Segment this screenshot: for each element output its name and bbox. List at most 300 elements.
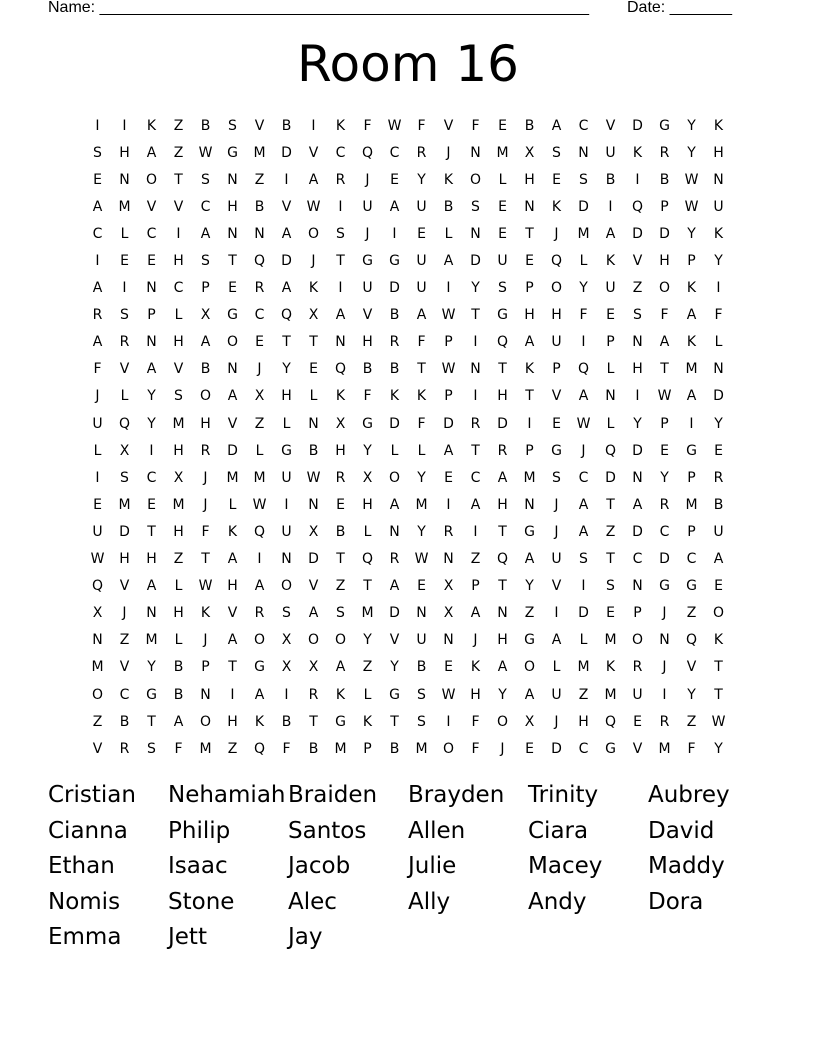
grid-letter[interactable]: N [497,605,508,622]
grid-letter[interactable]: B [389,307,400,324]
grid-letter[interactable]: T [282,334,291,351]
grid-letter[interactable]: U [416,632,427,649]
grid-letter[interactable]: A [551,117,562,134]
grid-letter[interactable]: U [551,334,562,351]
grid-letter[interactable]: B [416,659,427,676]
grid-letter[interactable]: I [122,280,127,297]
grid-letter[interactable]: Z [524,605,535,622]
grid-letter[interactable]: J [473,632,478,649]
grid-letter[interactable]: D [470,253,481,270]
grid-letter[interactable]: G [227,144,238,161]
grid-letter[interactable]: L [606,361,615,378]
grid-letter[interactable]: Y [282,361,291,378]
grid-letter[interactable]: H [281,388,292,405]
grid-letter[interactable]: N [389,523,400,540]
grid-letter[interactable]: R [659,144,670,161]
grid-letter[interactable]: F [282,740,291,757]
grid-letter[interactable]: A [605,225,616,242]
grid-letter[interactable]: G [659,578,670,595]
grid-letter[interactable]: Q [334,361,347,378]
grid-letter[interactable]: V [146,198,157,215]
grid-letter[interactable]: T [417,361,426,378]
grid-letter[interactable]: K [254,713,265,730]
grid-letter[interactable]: T [147,713,156,730]
grid-letter[interactable]: C [659,523,670,540]
grid-letter[interactable]: A [497,469,508,486]
grid-letter[interactable]: T [471,442,480,459]
grid-letter[interactable]: B [335,523,346,540]
grid-letter[interactable]: F [363,117,372,134]
grid-letter[interactable]: O [712,605,725,622]
grid-letter[interactable]: G [389,253,400,270]
grid-letter[interactable]: E [552,415,561,432]
grid-letter[interactable]: O [253,632,266,649]
grid-letter[interactable]: H [659,253,670,270]
grid-letter[interactable]: Y [390,659,399,676]
grid-letter[interactable]: X [254,388,265,405]
grid-letter[interactable]: R [308,686,319,703]
grid-letter[interactable]: I [473,523,478,540]
grid-letter[interactable]: G [362,415,373,432]
grid-letter[interactable]: U [605,280,616,297]
grid-letter[interactable]: A [389,198,400,215]
grid-letter[interactable]: M [172,496,185,513]
grid-letter[interactable]: D [659,225,670,242]
grid-letter[interactable]: R [119,740,130,757]
grid-letter[interactable]: D [497,415,508,432]
grid-letter[interactable]: Y [687,144,696,161]
grid-letter[interactable]: Q [496,551,509,568]
grid-letter[interactable]: H [362,496,373,513]
grid-letter[interactable]: M [685,496,698,513]
grid-letter[interactable]: T [228,253,237,270]
grid-letter[interactable]: C [200,198,211,215]
grid-letter[interactable]: K [335,686,346,703]
grid-letter[interactable]: T [714,686,723,703]
grid-letter[interactable]: L [174,578,183,595]
grid-letter[interactable]: Q [631,198,644,215]
grid-letter[interactable]: X [119,442,130,459]
grid-letter[interactable]: K [335,117,346,134]
grid-letter[interactable]: B [254,198,265,215]
grid-letter[interactable]: B [524,117,535,134]
grid-letter[interactable]: J [662,659,667,676]
grid-letter[interactable]: A [281,280,292,297]
grid-letter[interactable]: E [444,469,453,486]
grid-letter[interactable]: L [174,307,183,324]
grid-letter[interactable]: E [633,713,642,730]
grid-letter[interactable]: K [470,659,481,676]
grid-letter[interactable]: N [308,415,319,432]
grid-letter[interactable]: Y [498,686,507,703]
grid-letter[interactable]: N [146,280,157,297]
grid-letter[interactable]: V [308,144,319,161]
grid-letter[interactable]: P [363,740,372,757]
grid-letter[interactable]: G [524,523,535,540]
grid-letter[interactable]: I [716,280,721,297]
grid-letter[interactable]: U [416,253,427,270]
grid-letter[interactable]: S [606,578,615,595]
grid-letter[interactable]: W [576,415,591,432]
grid-letter[interactable]: R [659,713,670,730]
grid-letter[interactable]: A [578,496,589,513]
grid-letter[interactable]: R [200,442,211,459]
grid-letter[interactable]: Z [470,551,481,568]
grid-letter[interactable]: D [281,253,292,270]
grid-letter[interactable]: U [92,523,103,540]
grid-letter[interactable]: K [308,280,319,297]
grid-letter[interactable]: M [361,605,374,622]
grid-letter[interactable]: B [200,361,211,378]
grid-letter[interactable]: K [713,117,724,134]
grid-letter[interactable]: S [120,469,129,486]
grid-letter[interactable]: J [203,496,208,513]
grid-letter[interactable]: D [632,523,643,540]
grid-letter[interactable]: G [335,713,346,730]
grid-letter[interactable]: A [524,686,535,703]
grid-letter[interactable]: I [122,117,127,134]
grid-letter[interactable]: J [554,496,559,513]
grid-letter[interactable]: H [578,713,589,730]
grid-letter[interactable]: B [173,659,184,676]
grid-letter[interactable]: S [552,469,561,486]
grid-letter[interactable]: A [578,388,589,405]
grid-letter[interactable]: E [228,280,237,297]
grid-letter[interactable]: T [147,523,156,540]
grid-letter[interactable]: A [389,578,400,595]
grid-letter[interactable]: A [227,551,238,568]
grid-letter[interactable]: V [443,117,454,134]
grid-letter[interactable]: Z [362,659,373,676]
grid-letter[interactable]: A [227,388,238,405]
grid-letter[interactable]: V [686,659,697,676]
grid-letter[interactable]: O [469,171,482,188]
grid-letter[interactable]: Q [577,361,590,378]
grid-letter[interactable]: C [335,144,346,161]
grid-letter[interactable]: J [365,225,370,242]
grid-letter[interactable]: N [524,496,535,513]
grid-letter[interactable]: J [554,523,559,540]
grid-letter[interactable]: V [632,740,643,757]
grid-letter[interactable]: I [473,388,478,405]
grid-letter[interactable]: B [605,171,616,188]
grid-letter[interactable]: E [444,659,453,676]
grid-letter[interactable]: T [498,523,507,540]
grid-letter[interactable]: A [713,551,724,568]
grid-letter[interactable]: I [95,253,100,270]
grid-letter[interactable]: R [335,469,346,486]
grid-letter[interactable]: T [309,713,318,730]
grid-letter[interactable]: D [119,523,130,540]
grid-letter[interactable]: I [473,334,478,351]
grid-letter[interactable]: D [659,551,670,568]
grid-letter[interactable]: N [632,469,643,486]
grid-letter[interactable]: N [443,551,454,568]
grid-letter[interactable]: A [443,442,454,459]
grid-letter[interactable]: Q [604,713,617,730]
grid-letter[interactable]: N [470,225,481,242]
grid-letter[interactable]: I [230,686,235,703]
grid-letter[interactable]: A [524,334,535,351]
grid-letter[interactable]: Y [147,659,156,676]
grid-letter[interactable]: B [713,496,724,513]
grid-letter[interactable]: A [443,253,454,270]
grid-letter[interactable]: X [92,605,103,622]
grid-letter[interactable]: N [578,144,589,161]
grid-letter[interactable]: Y [633,415,642,432]
grid-letter[interactable]: X [443,578,454,595]
grid-letter[interactable]: V [362,307,373,324]
grid-letter[interactable]: O [550,280,563,297]
grid-letter[interactable]: H [497,388,508,405]
grid-letter[interactable]: D [632,442,643,459]
grid-letter[interactable]: Z [686,713,697,730]
grid-letter[interactable]: H [362,334,373,351]
grid-letter[interactable]: N [416,605,427,622]
grid-letter[interactable]: Q [253,523,266,540]
grid-letter[interactable]: B [308,442,319,459]
grid-letter[interactable]: B [443,198,454,215]
grid-letter[interactable]: A [335,307,346,324]
grid-letter[interactable]: U [713,523,724,540]
grid-letter[interactable]: I [338,280,343,297]
grid-letter[interactable]: R [389,551,400,568]
grid-letter[interactable]: N [146,334,157,351]
grid-letter[interactable]: C [632,551,643,568]
grid-letter[interactable]: W [252,496,267,513]
grid-letter[interactable]: H [497,632,508,649]
grid-letter[interactable]: D [632,225,643,242]
grid-letter[interactable]: Z [227,740,238,757]
grid-letter[interactable]: E [309,361,318,378]
grid-letter[interactable]: N [524,198,535,215]
grid-letter[interactable]: K [632,144,643,161]
grid-letter[interactable]: F [417,415,426,432]
grid-letter[interactable]: S [93,144,102,161]
grid-letter[interactable]: S [417,686,426,703]
grid-letter[interactable]: L [174,632,183,649]
grid-letter[interactable]: F [417,117,426,134]
grid-letter[interactable]: N [659,632,670,649]
grid-letter[interactable]: N [146,605,157,622]
grid-letter[interactable]: C [173,280,184,297]
grid-letter[interactable]: C [686,551,697,568]
grid-letter[interactable]: I [446,713,451,730]
grid-letter[interactable]: R [254,605,265,622]
grid-letter[interactable]: Y [660,469,669,486]
grid-letter[interactable]: L [606,415,615,432]
grid-letter[interactable]: J [203,632,208,649]
grid-letter[interactable]: N [119,171,130,188]
grid-letter[interactable]: Q [604,442,617,459]
grid-letter[interactable]: O [388,469,401,486]
grid-letter[interactable]: M [523,469,536,486]
grid-letter[interactable]: A [578,523,589,540]
grid-letter[interactable]: H [173,253,184,270]
grid-letter[interactable]: T [471,307,480,324]
grid-letter[interactable]: T [390,713,399,730]
grid-letter[interactable]: U [362,280,373,297]
grid-letter[interactable]: X [281,632,292,649]
grid-letter[interactable]: Y [579,280,588,297]
grid-letter[interactable]: T [606,551,615,568]
grid-letter[interactable]: N [308,496,319,513]
grid-letter[interactable]: M [577,659,590,676]
grid-letter[interactable]: O [280,578,293,595]
grid-letter[interactable]: M [226,469,239,486]
grid-letter[interactable]: Z [605,523,616,540]
grid-letter[interactable]: P [660,198,669,215]
grid-letter[interactable]: Y [147,388,156,405]
grid-letter[interactable]: X [443,605,454,622]
grid-letter[interactable]: E [93,171,102,188]
grid-letter[interactable]: T [660,361,669,378]
grid-letter[interactable]: W [441,686,456,703]
grid-letter[interactable]: L [552,659,561,676]
grid-letter[interactable]: U [605,144,616,161]
grid-letter[interactable]: N [605,388,616,405]
grid-letter[interactable]: G [497,307,508,324]
grid-letter[interactable]: O [226,334,239,351]
grid-letter[interactable]: C [254,307,265,324]
grid-letter[interactable]: D [281,144,292,161]
grid-letter[interactable]: U [281,469,292,486]
grid-letter[interactable]: P [444,334,453,351]
grid-letter[interactable]: X [200,307,211,324]
grid-letter[interactable]: H [524,171,535,188]
grid-letter[interactable]: Z [173,551,184,568]
grid-letter[interactable]: D [578,605,589,622]
grid-letter[interactable]: Q [91,578,104,595]
grid-letter[interactable]: K [146,117,157,134]
grid-letter[interactable]: L [579,253,588,270]
grid-letter[interactable]: Y [363,632,372,649]
grid-letter[interactable]: I [446,280,451,297]
grid-letter[interactable]: B [389,361,400,378]
grid-letter[interactable]: W [387,117,402,134]
grid-letter[interactable]: M [334,740,347,757]
grid-letter[interactable]: E [498,117,507,134]
grid-letter[interactable]: W [684,171,699,188]
grid-letter[interactable]: P [525,280,534,297]
grid-letter[interactable]: S [120,307,129,324]
grid-letter[interactable]: R [254,280,265,297]
grid-letter[interactable]: S [552,144,561,161]
grid-letter[interactable]: A [200,334,211,351]
grid-letter[interactable]: Q [496,334,509,351]
grid-letter[interactable]: H [200,415,211,432]
grid-letter[interactable]: E [714,442,723,459]
grid-letter[interactable]: I [554,605,559,622]
grid-letter[interactable]: Q [361,144,374,161]
grid-letter[interactable]: K [686,334,697,351]
grid-letter[interactable]: D [227,442,238,459]
grid-letter[interactable]: F [417,334,426,351]
grid-letter[interactable]: F [687,740,696,757]
grid-letter[interactable]: Z [119,632,130,649]
grid-letter[interactable]: I [284,171,289,188]
grid-letter[interactable]: L [120,388,129,405]
grid-letter[interactable]: A [686,388,697,405]
grid-letter[interactable]: Z [632,280,643,297]
grid-letter[interactable]: P [687,253,696,270]
grid-letter[interactable]: E [147,496,156,513]
grid-letter[interactable]: D [578,198,589,215]
grid-letter[interactable]: I [176,225,181,242]
grid-letter[interactable]: K [362,713,373,730]
grid-letter[interactable]: J [500,740,505,757]
grid-letter[interactable]: F [660,307,669,324]
grid-letter[interactable]: X [281,659,292,676]
grid-letter[interactable]: N [632,578,643,595]
grid-letter[interactable]: I [635,388,640,405]
grid-letter[interactable]: H [470,686,481,703]
grid-letter[interactable]: Q [361,551,374,568]
grid-letter[interactable]: Y [687,225,696,242]
grid-letter[interactable]: I [689,415,694,432]
grid-letter[interactable]: Q [685,632,698,649]
grid-letter[interactable]: A [92,280,103,297]
grid-letter[interactable]: V [227,415,238,432]
grid-letter[interactable]: N [281,551,292,568]
grid-letter[interactable]: V [551,578,562,595]
grid-letter[interactable]: O [199,713,212,730]
grid-letter[interactable]: J [95,388,100,405]
grid-letter[interactable]: X [308,307,319,324]
grid-letter[interactable]: A [254,578,265,595]
grid-letter[interactable]: A [524,551,535,568]
grid-letter[interactable]: T [714,659,723,676]
grid-letter[interactable]: K [443,171,454,188]
grid-letter[interactable]: H [173,334,184,351]
grid-letter[interactable]: I [581,334,586,351]
grid-letter[interactable]: N [227,171,238,188]
grid-letter[interactable]: N [200,686,211,703]
grid-letter[interactable]: E [525,253,534,270]
grid-letter[interactable]: C [92,225,103,242]
grid-letter[interactable]: C [578,740,589,757]
grid-letter[interactable]: Z [335,578,346,595]
grid-letter[interactable]: W [441,307,456,324]
grid-letter[interactable]: N [632,334,643,351]
grid-letter[interactable]: I [95,469,100,486]
grid-letter[interactable]: G [227,307,238,324]
grid-letter[interactable]: R [497,442,508,459]
grid-letter[interactable]: T [228,659,237,676]
grid-letter[interactable]: M [118,198,131,215]
grid-letter[interactable]: H [173,523,184,540]
grid-letter[interactable]: T [498,361,507,378]
grid-letter[interactable]: G [281,442,292,459]
grid-letter[interactable]: K [335,388,346,405]
grid-letter[interactable]: O [658,280,671,297]
grid-letter[interactable]: O [442,740,455,757]
grid-letter[interactable]: V [389,632,400,649]
grid-letter[interactable]: F [714,307,723,324]
grid-letter[interactable]: I [284,496,289,513]
grid-letter[interactable]: S [282,605,291,622]
grid-letter[interactable]: A [497,659,508,676]
grid-letter[interactable]: E [498,198,507,215]
grid-letter[interactable]: G [551,442,562,459]
grid-letter[interactable]: J [446,144,451,161]
grid-letter[interactable]: P [633,605,642,622]
grid-letter[interactable]: F [201,523,210,540]
grid-letter[interactable]: Y [417,469,426,486]
grid-letter[interactable]: E [714,578,723,595]
grid-letter[interactable]: N [335,334,346,351]
grid-letter[interactable]: L [498,171,507,188]
